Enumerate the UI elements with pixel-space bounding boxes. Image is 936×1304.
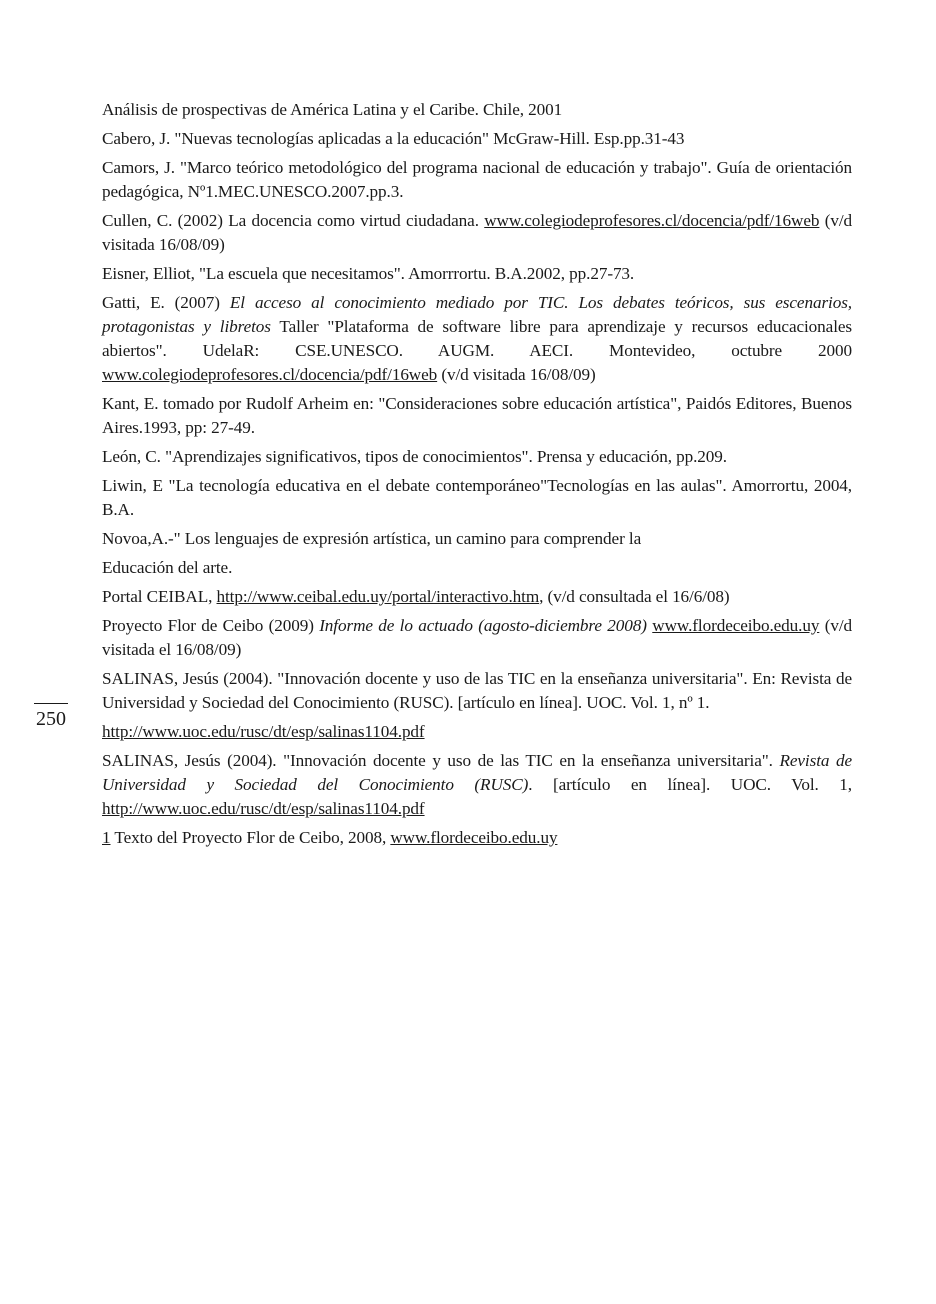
reference-text: Proyecto Flor de Ceibo (2009) (102, 616, 320, 635)
reference-text: (v/d visitada 16/08/09) (102, 211, 853, 254)
reference-link[interactable]: http://www.ceibal.edu.uy/portal/interactivo.htm (216, 587, 540, 606)
reference-text: Liwin, E "La tecnología educativa en el debate contemporáneo"Tecnologías en las aulas". Amorrortu, 2004, B.A. (102, 476, 852, 519)
reference-cullen (102, 209, 852, 257)
reference-salinas1 (102, 667, 852, 715)
reference-footnote-1 (102, 826, 852, 850)
reference-link[interactable]: 1 (102, 828, 111, 847)
reference-camors (102, 156, 852, 204)
reference-link[interactable]: www.colegiodeprofesores.cl/docencia/pdf/16web (102, 365, 438, 384)
reference-text: , (v/d consultada el 16/6/08) (539, 587, 730, 606)
reference-text: (v/d visitada el 16/08/09) (102, 616, 852, 659)
reference-salinas1-url (102, 720, 852, 744)
reference-text: Camors, J. "Marco teórico metodológico del programa nacional de educación y trabajo". Guía de orientación pedagógica, Nº1.MEC.UNESCO.2007.pp.3. (102, 158, 852, 201)
reference-link[interactable]: http://www.uoc.edu/rusc/dt/esp/salinas1104.pdf (102, 722, 425, 741)
reference-novoa (102, 527, 852, 551)
reference-text: Educación del arte. (102, 558, 233, 577)
reference-list (102, 98, 852, 855)
reference-title-italic: El acceso al conocimiento mediado por TIC. Los debates teóricos, sus escenarios, protagonistas y libretos (102, 293, 852, 336)
reference-link[interactable]: http://www.uoc.edu/rusc/dt/esp/salinas1104.pdf (102, 799, 425, 818)
reference-kant (102, 392, 852, 440)
reference-text: Texto del Proyecto Flor de Ceibo, 2008, (110, 828, 391, 847)
reference-text: Portal CEIBAL, (102, 587, 217, 606)
reference-text: Taller "Plataforma de software libre para aprendizaje y recursos educacionales abiertos". UdelaR: CSE.UNESCO. AUGM. AECI. Montevideo, octubre 2000 (102, 317, 852, 360)
reference-text: . [artículo en línea]. UOC. Vol. 1, (528, 775, 852, 794)
reference-text: Cullen, C. (2002) La docencia como virtud ciudadana. (102, 211, 485, 230)
reference-text: Eisner, Elliot, "La escuela que necesitamos". Amorrrortu. B.A.2002, pp.27-73. (102, 264, 635, 283)
reference-text: SALINAS, Jesús (2004). "Innovación docente y uso de las TIC en la enseñanza universitaria". (102, 751, 780, 770)
reference-text: Cabero, J. "Nuevas tecnologías aplicadas a la educación" McGraw-Hill. Esp.pp.31-43 (102, 129, 685, 148)
reference-text: Gatti, E. (2007) (102, 293, 230, 312)
reference-leon (102, 445, 852, 469)
reference-text: Kant, E. tomado por Rudolf Arheim en: "Consideraciones sobre educación artística", Paidós Editores, Buenos Aires.1993, pp: 27-49. (102, 394, 852, 437)
reference-flor (102, 614, 852, 662)
reference-title-italic: Informe de lo actuado (agosto-diciembre 2008) (319, 616, 647, 635)
reference-text: (v/d visitada 16/08/09) (437, 365, 596, 384)
reference-text: León, C. "Aprendizajes significativos, tipos de conocimientos". Prensa y educación, pp.209. (102, 447, 727, 466)
reference-gatti (102, 291, 852, 387)
reference-analisis (102, 98, 852, 122)
reference-liwin (102, 474, 852, 522)
reference-link[interactable]: www.flordeceibo.edu.uy (652, 616, 820, 635)
page-number: 250 (34, 703, 68, 730)
reference-ceibal (102, 585, 852, 609)
reference-text: SALINAS, Jesús (2004). "Innovación docente y uso de las TIC en la enseñanza universitaria". En: Revista de Universidad y Sociedad del Conocimiento (RUSC). [artículo en línea]. UOC. Vol. 1, nº 1. (102, 669, 852, 712)
reference-cabero (102, 127, 852, 151)
reference-salinas2 (102, 749, 852, 821)
reference-eisner (102, 262, 852, 286)
reference-title-italic: Revista de Universidad y Sociedad del Conocimiento (RUSC) (102, 751, 852, 794)
reference-text: Análisis de prospectivas de América Latina y el Caribe. Chile, 2001 (102, 100, 563, 119)
reference-link[interactable]: www.flordeceibo.edu.uy (390, 828, 558, 847)
reference-text: Novoa,A.-" Los lenguajes de expresión artística, un camino para comprender la (102, 529, 642, 548)
reference-link[interactable]: www.colegiodeprofesores.cl/docencia/pdf/16web (484, 211, 820, 230)
reference-novoa2 (102, 556, 852, 580)
